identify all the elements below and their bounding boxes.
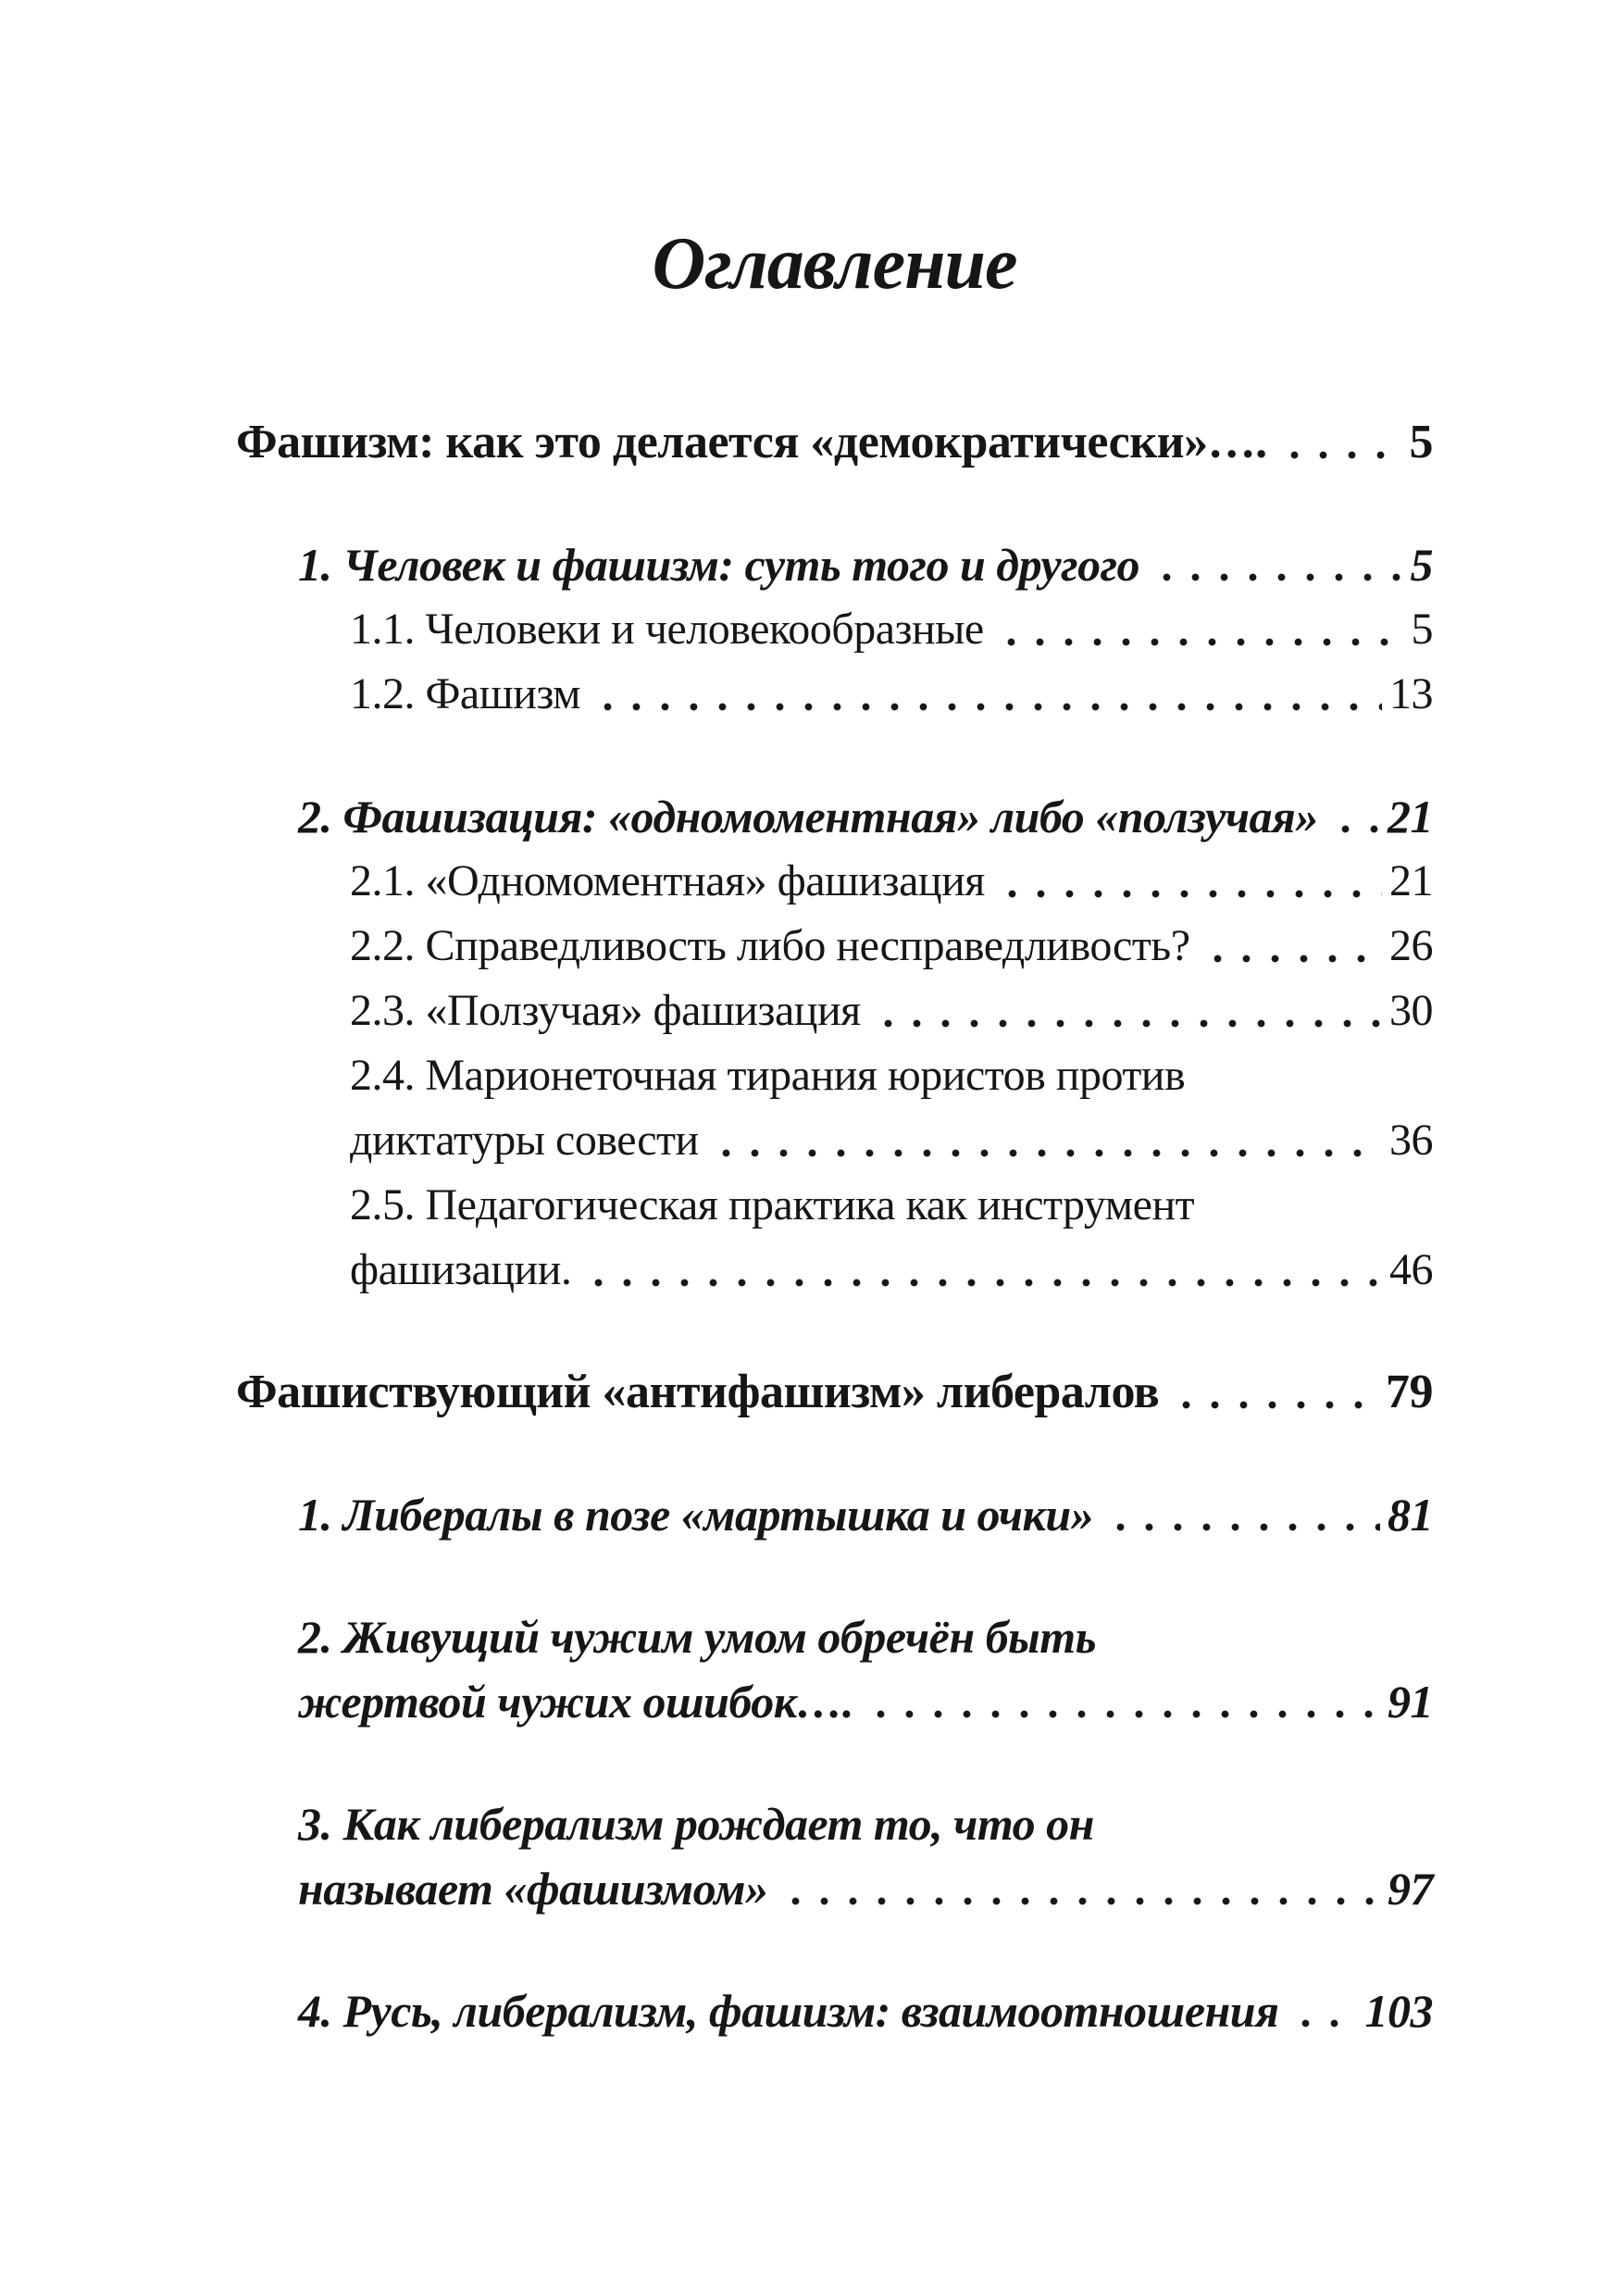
dot-leader [1276,410,1402,475]
toc-entry-page: 26 [1389,921,1433,970]
toc-entry-page: 21 [1389,856,1433,905]
toc-entry-continuation [236,1238,1433,1303]
toc-entry-text: 2. Живущий чужим умом обречён быть [298,1611,1096,1663]
toc-entry-continuation [236,1669,1433,1734]
toc-entry [236,979,1433,1043]
toc-entry-page: 5 [1409,416,1433,468]
dot-leader [1102,1482,1380,1547]
dot-leader [580,1238,1382,1303]
toc-entry-text: 2.2. Справедливость либо несправедливость? [350,921,1190,970]
toc-entry-text: называет «фашизмом» [298,1863,768,1915]
dot-leader [778,1856,1381,1921]
toc-entry-page: 36 [1389,1116,1433,1165]
toc-entry-text: 3. Как либерализм рождает то, что он [298,1798,1094,1850]
toc-entry-text: 2.3. «Ползучая» фашизация [350,986,861,1035]
dot-leader [870,979,1382,1043]
toc-entry [236,1482,1433,1547]
toc-entry-page: 21 [1388,791,1433,842]
toc-entry [236,1978,1433,2043]
toc-entry-text: 1.2. Фашизм [350,669,581,718]
toc-entry [236,784,1433,849]
toc-entry-page: 5 [1410,539,1433,591]
toc-entry-text: диктатуры совести [350,1116,699,1165]
toc-entry [236,597,1433,662]
toc-entry-page: 46 [1389,1245,1433,1294]
dot-leader [1168,1360,1378,1425]
toc-entry-continuation [236,1856,1433,1921]
toc-entry-text: Фашиствующий «антифашизм» либералов [236,1366,1160,1418]
toc-entry-text: 1. Либералы в позе «мартышка и очки» [298,1489,1094,1541]
toc-entry-page: 103 [1364,1985,1433,2037]
toc-entry [236,849,1433,914]
dot-leader [590,662,1382,727]
dot-leader [1288,1978,1357,2043]
toc-entry-page: 81 [1388,1489,1433,1541]
toc-entry [236,532,1433,597]
toc-entry-text: 1.1. Человеки и человекообразные [350,605,984,654]
page-title: Оглавление [652,223,1017,305]
dot-leader [1149,532,1402,597]
toc-entry [236,1360,1433,1425]
toc-entry [236,1043,1433,1108]
toc-entry-page: 30 [1389,986,1433,1035]
toc-entry-page: 97 [1388,1863,1433,1915]
toc-entry [236,662,1433,727]
dot-leader [863,1669,1380,1734]
toc-entry-text: 2.1. «Одномоментная» фашизация [350,856,985,905]
toc-entry-page: 79 [1386,1366,1433,1418]
toc-entry [236,410,1433,475]
toc-entry-text: фашизации. [350,1245,572,1294]
toc-entry-text: 4. Русь, либерализм, фашизм: взаимоотношения [298,1985,1279,2037]
toc-entry-text: 1. Человек и фашизм: суть того и другого [298,539,1140,591]
toc-entry-page: 91 [1388,1676,1433,1728]
toc-entry-text: Фашизм: как это делается «демократически»…. [236,416,1267,468]
toc-entry-continuation [236,1108,1433,1173]
dot-leader [1327,784,1380,849]
toc-entry [236,1791,1433,1856]
toc-entry-page: 5 [1411,605,1433,654]
dot-leader [708,1108,1382,1173]
toc-entry [236,1173,1433,1238]
toc-entry-page: 13 [1389,669,1433,718]
dot-leader [1200,914,1383,979]
toc-entry-text: 2. Фашизация: «одномоментная» либо «ползучая» [298,791,1318,842]
dot-leader [993,597,1404,662]
toc-entry-text: 2.4. Марионеточная тирания юристов против [350,1051,1186,1100]
toc-entry-text: жертвой чужих ошибок…. [298,1676,854,1728]
toc-entry [236,914,1433,979]
toc-entry [236,1604,1433,1669]
toc-entry-text: 2.5. Педагогическая практика как инструмент [350,1180,1195,1229]
dot-leader [994,849,1382,914]
